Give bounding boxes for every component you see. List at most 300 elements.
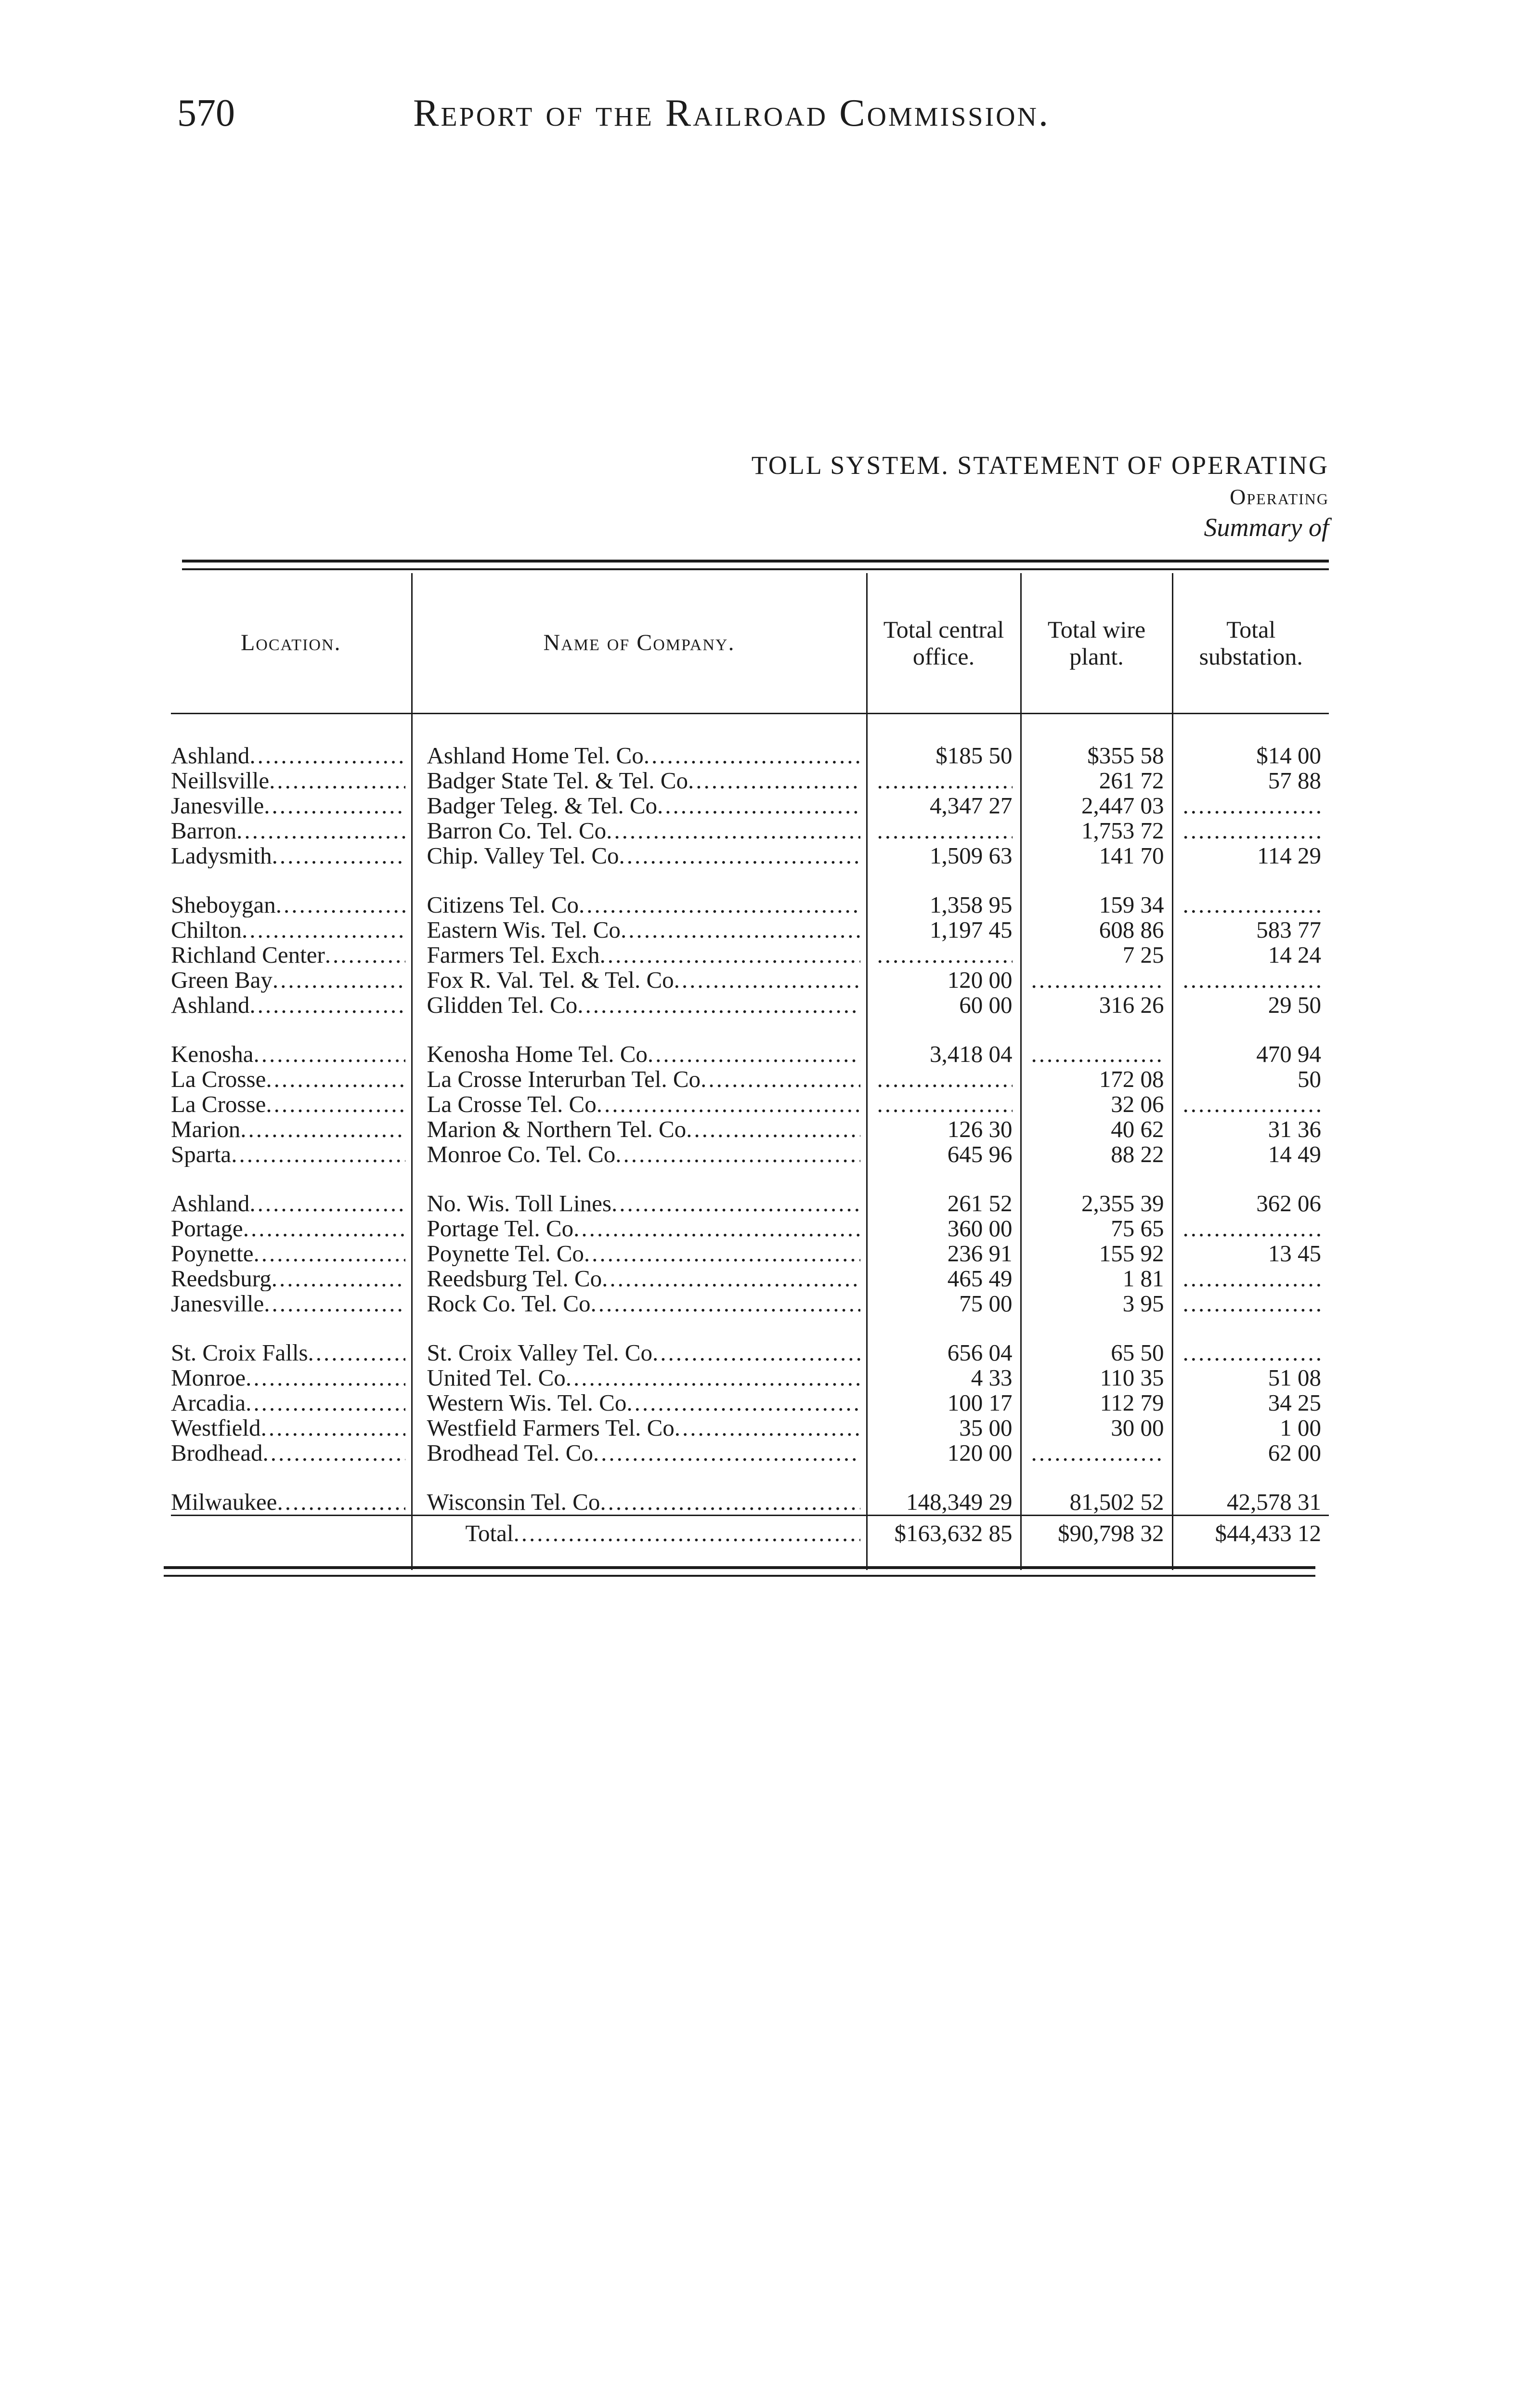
- location-leader: [171, 942, 405, 968]
- spacer-cell: [1172, 1167, 1329, 1191]
- spacer-cell: [1021, 1466, 1172, 1490]
- spacer-cell: [867, 868, 1021, 892]
- spacer-cell: [867, 1466, 1021, 1490]
- location-leader: [171, 1067, 405, 1092]
- wire-plant-value: 110 35: [1021, 1365, 1172, 1390]
- table-row: [171, 843, 1329, 868]
- company-cell: [412, 968, 867, 993]
- company-cell: [412, 1241, 867, 1266]
- wire-plant-value: 81,502 52: [1021, 1490, 1172, 1516]
- location-cell: [171, 1390, 412, 1415]
- substation-value: 1 00: [1172, 1415, 1329, 1440]
- empty-value-dots: [868, 768, 1013, 793]
- company-cell: [412, 818, 867, 843]
- location-name: Brodhead: [171, 1440, 263, 1466]
- leader-dots: [272, 843, 405, 868]
- central-office-value: 120 00: [867, 1440, 1021, 1466]
- leader-dots: [249, 743, 405, 768]
- company-cell: [412, 1117, 867, 1142]
- column-header-central-office: Total central office.: [867, 573, 1021, 714]
- table-row: [171, 1490, 1329, 1516]
- table-row: [171, 768, 1329, 793]
- location-name: Portage: [171, 1216, 243, 1241]
- company-leader: [427, 1490, 860, 1515]
- company-cell: [412, 1365, 867, 1390]
- group-spacer-row: [171, 714, 1329, 744]
- page-number: 570: [177, 92, 235, 134]
- leader-dots: [600, 1490, 860, 1515]
- leader-dots: [308, 1340, 405, 1365]
- company-cell: [412, 843, 867, 868]
- column-header-company: Name of Company.: [412, 573, 867, 714]
- wire-plant-value: [1021, 1440, 1172, 1466]
- leader-dots: [688, 768, 860, 793]
- location-cell: [171, 1067, 412, 1092]
- wire-plant-value: 3 95: [1021, 1291, 1172, 1316]
- table-row: [171, 892, 1329, 917]
- location-name: St. Croix Falls: [171, 1340, 308, 1365]
- location-name: Neillsville: [171, 768, 270, 793]
- company-cell: [412, 1415, 867, 1440]
- central-office-value: 100 17: [867, 1390, 1021, 1415]
- table-row: [171, 968, 1329, 993]
- location-leader: [171, 818, 405, 843]
- central-office-value: 360 00: [867, 1216, 1021, 1241]
- company-cell: [412, 917, 867, 942]
- location-name: La Crosse: [171, 1092, 266, 1117]
- company-cell: [412, 1390, 867, 1415]
- leader-dots: [514, 1516, 860, 1551]
- leader-dots: [593, 1440, 860, 1466]
- location-cell: [171, 1340, 412, 1365]
- location-cell: [171, 1490, 412, 1516]
- company-leader: [427, 1340, 860, 1365]
- substation-value: 62 00: [1172, 1440, 1329, 1466]
- central-office-value: [867, 818, 1021, 843]
- top-double-rule-upper: [182, 560, 1329, 563]
- central-office-value: [867, 768, 1021, 793]
- company-cell: [412, 993, 867, 1018]
- leader-dots: [648, 1042, 860, 1067]
- location-cell: [171, 1440, 412, 1466]
- location-name: Sheboygan: [171, 892, 276, 917]
- table-row: [171, 1440, 1329, 1466]
- company-name: Wisconsin Tel. Co: [427, 1490, 600, 1515]
- wire-plant-value: 2,447 03: [1021, 793, 1172, 818]
- total-label: Total: [465, 1520, 514, 1546]
- location-name: Monroe: [171, 1365, 246, 1390]
- empty-value-dots: [1173, 1092, 1322, 1117]
- spacer-cell: [1021, 1018, 1172, 1042]
- table-row: [171, 1241, 1329, 1266]
- leader-dots: [606, 818, 860, 843]
- company-cell: [412, 1266, 867, 1291]
- wire-plant-value: 316 26: [1021, 993, 1172, 1018]
- location-cell: [171, 1216, 412, 1241]
- company-leader: [427, 818, 860, 843]
- leader-dots: [619, 843, 860, 868]
- leader-dots: [273, 968, 405, 993]
- leader-dots: [264, 1291, 405, 1316]
- company-leader: [427, 1142, 860, 1167]
- group-spacer-row: [171, 868, 1329, 892]
- group-spacer-row: [171, 1466, 1329, 1490]
- company-name: Glidden Tel. Co: [427, 993, 578, 1018]
- wire-plant-value: 7 25: [1021, 942, 1172, 968]
- leader-dots: [240, 1117, 405, 1142]
- company-cell: [412, 1191, 867, 1216]
- company-cell: [412, 1067, 867, 1092]
- location-name: Chilton: [171, 917, 242, 942]
- leader-dots: [573, 1216, 860, 1241]
- wire-plant-value: 32 06: [1021, 1092, 1172, 1117]
- table-row: [171, 1291, 1329, 1316]
- empty-value-dots: [868, 942, 1013, 968]
- leader-dots: [231, 1142, 405, 1167]
- leader-dots: [599, 942, 860, 968]
- company-name: Portage Tel. Co: [427, 1216, 574, 1241]
- location-leader: [171, 1117, 405, 1142]
- location-leader: [171, 768, 405, 793]
- spacer-cell: [171, 714, 412, 744]
- company-leader: [427, 892, 860, 917]
- location-name: Ladysmith: [171, 843, 272, 868]
- spacer-cell: [1021, 714, 1172, 744]
- central-office-value: 75 00: [867, 1291, 1021, 1316]
- spacer-cell: [171, 868, 412, 892]
- company-name: Reedsburg Tel. Co: [427, 1266, 602, 1291]
- company-name: Ashland Home Tel. Co: [427, 743, 644, 768]
- company-name: Fox R. Val. Tel. & Tel. Co: [427, 968, 674, 993]
- wire-plant-value: 88 22: [1021, 1142, 1172, 1167]
- location-leader: [171, 993, 405, 1018]
- empty-value-dots: [868, 818, 1013, 843]
- leader-dots: [276, 892, 405, 917]
- substation-value: [1172, 818, 1329, 843]
- column-header-substation: Total substation.: [1172, 573, 1329, 714]
- company-leader: [427, 1266, 860, 1291]
- location-cell: [171, 1266, 412, 1291]
- location-cell: [171, 917, 412, 942]
- table-row: [171, 793, 1329, 818]
- company-name: Badger Teleg. & Tel. Co: [427, 793, 658, 818]
- company-leader: [427, 1415, 860, 1440]
- wire-plant-value: 159 34: [1021, 892, 1172, 917]
- location-cell: [171, 793, 412, 818]
- table-row: [171, 917, 1329, 942]
- location-leader: [171, 1390, 405, 1415]
- table-row: [171, 942, 1329, 968]
- company-leader: [427, 1241, 860, 1266]
- substation-value: [1172, 1291, 1329, 1316]
- spacer-cell: [1172, 1018, 1329, 1042]
- leader-dots: [253, 1042, 405, 1067]
- leader-dots: [253, 1241, 405, 1266]
- leader-dots: [325, 942, 405, 968]
- wire-plant-value: 2,355 39: [1021, 1191, 1172, 1216]
- location-leader: [171, 1365, 405, 1390]
- location-cell: [171, 1142, 412, 1167]
- leader-dots: [591, 1291, 860, 1316]
- company-leader: [427, 1365, 860, 1390]
- company-leader: [427, 1042, 860, 1067]
- leader-dots: [644, 743, 860, 768]
- leader-dots: [701, 1067, 860, 1092]
- substation-value: 50: [1172, 1067, 1329, 1092]
- spacer-cell: [867, 714, 1021, 744]
- location-name: Poynette: [171, 1241, 254, 1266]
- leader-dots: [621, 917, 860, 942]
- spacer-cell: [867, 1018, 1021, 1042]
- column-header-location: Location.: [171, 573, 412, 714]
- empty-value-dots: [1173, 892, 1322, 917]
- wire-plant-value: 261 72: [1021, 768, 1172, 793]
- central-office-value: 35 00: [867, 1415, 1021, 1440]
- location-name: Westfield: [171, 1415, 261, 1440]
- company-leader: [427, 917, 860, 942]
- substation-value: 114 29: [1172, 843, 1329, 868]
- group-spacer-row: [171, 1316, 1329, 1340]
- location-leader: [171, 1142, 405, 1167]
- company-name: Brodhead Tel. Co: [427, 1440, 593, 1466]
- leader-dots: [566, 1365, 860, 1390]
- table-row: [171, 1415, 1329, 1440]
- wire-plant-value: 1 81: [1021, 1266, 1172, 1291]
- total-label-cell: [412, 1516, 867, 1551]
- company-cell: [412, 892, 867, 917]
- spacer-cell: [1172, 1466, 1329, 1490]
- total-central-office: $163,632 85: [867, 1516, 1021, 1551]
- leader-dots: [597, 1092, 860, 1117]
- wire-plant-value: [1021, 1042, 1172, 1067]
- empty-value-dots: [1173, 793, 1322, 818]
- location-cell: [171, 892, 412, 917]
- empty-value-dots: [1022, 1440, 1164, 1466]
- location-leader: [171, 1340, 405, 1365]
- leader-dots: [675, 1415, 860, 1440]
- location-leader: [171, 1490, 405, 1515]
- location-name: Ashland: [171, 1191, 250, 1216]
- central-office-value: 60 00: [867, 993, 1021, 1018]
- spacer-cell: [412, 714, 867, 744]
- leader-dots: [266, 1092, 405, 1117]
- spacer-cell: [867, 1316, 1021, 1340]
- company-leader: [427, 793, 860, 818]
- spacer-cell: [1172, 868, 1329, 892]
- empty-value-dots: [868, 1067, 1013, 1092]
- location-leader: [171, 1042, 405, 1067]
- location-leader: [171, 1191, 405, 1216]
- company-cell: [412, 768, 867, 793]
- location-leader: [171, 1092, 405, 1117]
- running-title: Report of the Railroad Commission.: [413, 92, 1050, 134]
- wire-plant-value: 155 92: [1021, 1241, 1172, 1266]
- company-leader: [427, 843, 860, 868]
- location-leader: [171, 1266, 405, 1291]
- location-leader: [171, 793, 405, 818]
- substation-value: [1172, 1340, 1329, 1365]
- company-cell: [412, 793, 867, 818]
- substation-value: 31 36: [1172, 1117, 1329, 1142]
- empty-value-dots: [1173, 818, 1322, 843]
- company-name: No. Wis. Toll Lines: [427, 1191, 611, 1216]
- leader-dots: [674, 968, 860, 993]
- substation-value: 29 50: [1172, 993, 1329, 1018]
- leader-dots: [243, 1216, 405, 1241]
- company-cell: [412, 1490, 867, 1516]
- wire-plant-value: 40 62: [1021, 1117, 1172, 1142]
- substation-value: [1172, 793, 1329, 818]
- location-cell: [171, 1241, 412, 1266]
- operating-statement-table-wrap: [171, 573, 1329, 1570]
- substation-value: 470 94: [1172, 1042, 1329, 1067]
- table-subtitle: Operating: [1230, 484, 1329, 509]
- wire-plant-value: 172 08: [1021, 1067, 1172, 1092]
- leader-dots: [236, 818, 405, 843]
- table-row: [171, 1340, 1329, 1365]
- table-row: [171, 743, 1329, 768]
- substation-value: [1172, 892, 1329, 917]
- central-office-value: [867, 1092, 1021, 1117]
- substation-value: $14 00: [1172, 743, 1329, 768]
- location-name: Green Bay: [171, 968, 273, 993]
- location-leader: [171, 1415, 405, 1440]
- wire-plant-value: $355 58: [1021, 743, 1172, 768]
- spacer-cell: [412, 868, 867, 892]
- table-row: [171, 1390, 1329, 1415]
- company-leader: [427, 1067, 860, 1092]
- table-summary-caption: Summary of: [1204, 513, 1329, 542]
- company-name: Farmers Tel. Exch: [427, 942, 600, 968]
- company-leader: [427, 768, 860, 793]
- table-title: TOLL SYSTEM. STATEMENT OF OPERATING: [751, 451, 1329, 480]
- company-name: Barron Co. Tel. Co: [427, 818, 607, 843]
- location-name: Barron: [171, 818, 237, 843]
- location-leader: [171, 1241, 405, 1266]
- location-cell: [171, 768, 412, 793]
- leader-dots: [249, 1191, 405, 1216]
- empty-value-dots: [868, 1092, 1013, 1117]
- location-name: Marion: [171, 1117, 241, 1142]
- wire-plant-value: 65 50: [1021, 1340, 1172, 1365]
- group-spacer-row: [171, 1018, 1329, 1042]
- wire-plant-value: 141 70: [1021, 843, 1172, 868]
- company-cell: [412, 1042, 867, 1067]
- column-header-wire-plant: Total wire plant.: [1021, 573, 1172, 714]
- table-row: [171, 993, 1329, 1018]
- central-office-value: 1,509 63: [867, 843, 1021, 868]
- location-cell: [171, 1117, 412, 1142]
- total-leader: [466, 1516, 860, 1551]
- leader-dots: [272, 1266, 405, 1291]
- company-cell: [412, 942, 867, 968]
- total-substation: $44,433 12: [1172, 1516, 1329, 1551]
- location-name: Ashland: [171, 993, 250, 1018]
- leader-dots: [246, 1390, 405, 1415]
- table-header-row: [171, 573, 1329, 714]
- spacer-cell: [1172, 1316, 1329, 1340]
- leader-dots: [657, 793, 860, 818]
- spacer-cell: [412, 1316, 867, 1340]
- table-titles: [530, 450, 1329, 542]
- table-row: [171, 1191, 1329, 1216]
- location-name: Kenosha: [171, 1042, 254, 1067]
- central-office-value: 148,349 29: [867, 1490, 1021, 1516]
- wire-plant-value: 112 79: [1021, 1390, 1172, 1415]
- location-name: La Crosse: [171, 1067, 266, 1092]
- empty-value-dots: [1022, 968, 1164, 993]
- bottom-double-rule-lower: [164, 1575, 1315, 1577]
- wire-plant-value: 608 86: [1021, 917, 1172, 942]
- bottom-double-rule-upper: [164, 1566, 1315, 1569]
- company-name: Eastern Wis. Tel. Co: [427, 917, 621, 942]
- company-cell: [412, 1340, 867, 1365]
- location-leader: [171, 968, 405, 993]
- empty-value-dots: [1173, 968, 1322, 993]
- company-cell: [412, 743, 867, 768]
- company-name: United Tel. Co: [427, 1365, 566, 1390]
- substation-value: 57 88: [1172, 768, 1329, 793]
- location-cell: [171, 1291, 412, 1316]
- leader-dots: [579, 892, 860, 917]
- leader-dots: [242, 917, 405, 942]
- central-office-value: 465 49: [867, 1266, 1021, 1291]
- company-leader: [427, 968, 860, 993]
- top-double-rule-lower: [182, 568, 1329, 570]
- company-name: La Crosse Tel. Co: [427, 1092, 597, 1117]
- central-office-value: 656 04: [867, 1340, 1021, 1365]
- location-name: Janesville: [171, 1291, 264, 1316]
- table-row: [171, 1266, 1329, 1291]
- leader-dots: [246, 1365, 405, 1390]
- location-cell: [171, 1415, 412, 1440]
- location-cell: [171, 743, 412, 768]
- table-row: [171, 1142, 1329, 1167]
- spacer-cell: [1021, 1316, 1172, 1340]
- table-row: [171, 1365, 1329, 1390]
- leader-dots: [611, 1191, 860, 1216]
- central-office-value: 1,197 45: [867, 917, 1021, 942]
- central-office-value: 1,358 95: [867, 892, 1021, 917]
- location-name: Ashland: [171, 743, 250, 768]
- company-leader: [427, 1191, 860, 1216]
- empty-value-dots: [1173, 1291, 1322, 1316]
- page-header: [0, 92, 1533, 144]
- central-office-value: 645 96: [867, 1142, 1021, 1167]
- operating-statement-table: [171, 573, 1329, 1570]
- substation-value: [1172, 968, 1329, 993]
- substation-value: [1172, 1266, 1329, 1291]
- location-name: Richland Center: [171, 942, 325, 968]
- location-cell: [171, 818, 412, 843]
- company-leader: [427, 1291, 860, 1316]
- spacer-cell: [412, 1466, 867, 1490]
- company-leader: [427, 743, 860, 768]
- substation-value: 583 77: [1172, 917, 1329, 942]
- company-cell: [412, 1216, 867, 1241]
- central-office-value: $185 50: [867, 743, 1021, 768]
- substation-value: 14 49: [1172, 1142, 1329, 1167]
- company-leader: [427, 1440, 860, 1466]
- company-name: Citizens Tel. Co: [427, 892, 579, 917]
- wire-plant-value: 75 65: [1021, 1216, 1172, 1241]
- table-row: [171, 818, 1329, 843]
- leader-dots: [277, 1490, 405, 1515]
- wire-plant-value: 1,753 72: [1021, 818, 1172, 843]
- company-name: Monroe Co. Tel. Co: [427, 1142, 616, 1167]
- location-leader: [171, 1216, 405, 1241]
- company-cell: [412, 1092, 867, 1117]
